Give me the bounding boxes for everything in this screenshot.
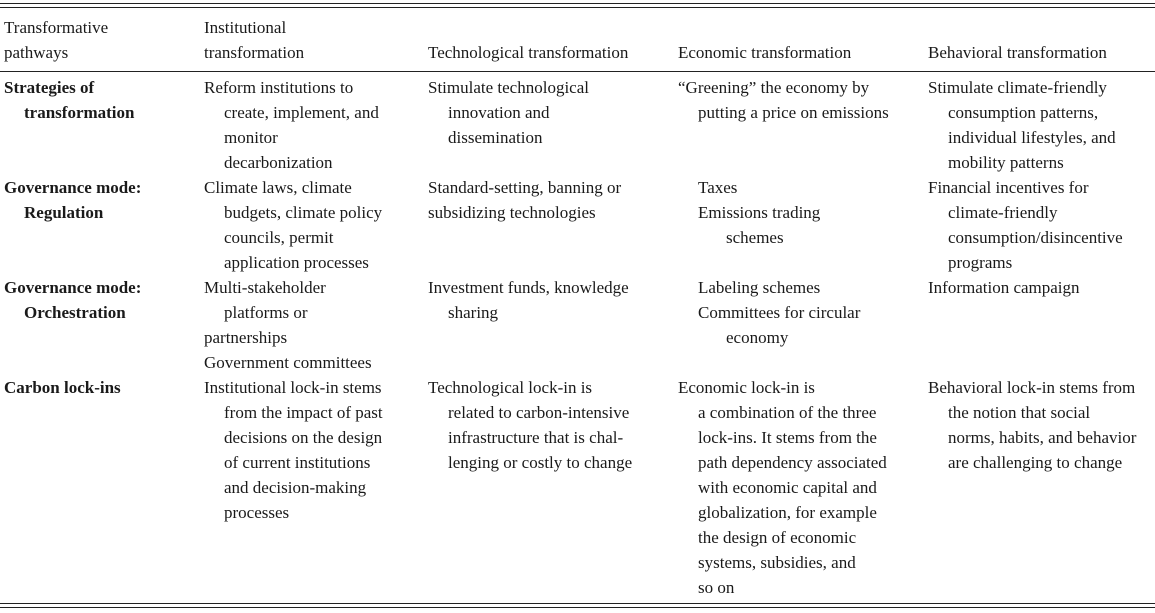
cell-orchestration-technological: Investment funds, knowledge sharing — [428, 278, 629, 322]
row-label-orchestration: Governance mode: Orchestration — [4, 278, 142, 322]
top-rule-1 — [0, 3, 1155, 4]
cell-strategies-economic: “Greening” the economy by putting a price on emissions — [678, 78, 889, 122]
cell-strategies-technological: Stimulate technological innovation and dissemination — [428, 78, 589, 147]
cell-strategies-behavioral: Stimulate climate-friendly consumption patterns, individual lifestyles, and mobility patterns — [928, 78, 1116, 172]
cell-regulation-technological: Standard-setting, banning or subsidizing technologies — [428, 178, 622, 222]
header-technological: Technological transformation — [428, 43, 629, 62]
cell-regulation-institutional: Climate laws, climate budgets, climate policy councils, permit application processes — [204, 178, 383, 272]
cell-lockins-economic: Economic lock-in is a combination of the three lock-ins. It stems from the path dependency associated with economic capital and globalization, for example the design of economic systems, subsidies, and so on — [678, 378, 887, 597]
header-rule — [0, 71, 1155, 72]
cell-lockins-technological: Technological lock-in is related to carbon-intensive infrastructure that is chal- lenging or costly to change — [428, 378, 633, 472]
bottom-rule-2 — [0, 607, 1155, 608]
cell-orchestration-institutional: Multi-stakeholder platforms or partnerships Government committees — [204, 278, 372, 372]
header-institutional: Institutional transformation — [204, 18, 305, 62]
bottom-rule-1 — [0, 603, 1155, 604]
cell-regulation-behavioral: Financial incentives for climate-friendly consumption/disincentive programs — [928, 178, 1123, 272]
cell-orchestration-economic: Labeling schemes Committees for circular economy — [698, 278, 861, 347]
cell-orchestration-behavioral: Information campaign — [928, 278, 1080, 297]
row-label-strategies: Strategies of transformation — [4, 78, 135, 122]
header-pathways: Transformative pathways — [4, 18, 109, 62]
header-behavioral: Behavioral transformation — [928, 43, 1107, 62]
cell-lockins-behavioral: Behavioral lock-in stems from the notion that social norms, habits, and behavior are challenging to change — [928, 378, 1137, 472]
top-rule-2 — [0, 7, 1155, 8]
cell-strategies-institutional: Reform institutions to create, implement, and monitor decarbonization — [204, 78, 379, 172]
cell-regulation-economic: Taxes Emissions trading schemes — [698, 178, 821, 247]
row-label-regulation: Governance mode: Regulation — [4, 178, 142, 222]
cell-lockins-institutional: Institutional lock-in stems from the impact of past decisions on the design of current institutions and decision-making processes — [204, 378, 383, 522]
header-economic: Economic transformation — [678, 43, 852, 62]
row-label-carbon-lock-ins: Carbon lock-ins — [4, 378, 121, 397]
